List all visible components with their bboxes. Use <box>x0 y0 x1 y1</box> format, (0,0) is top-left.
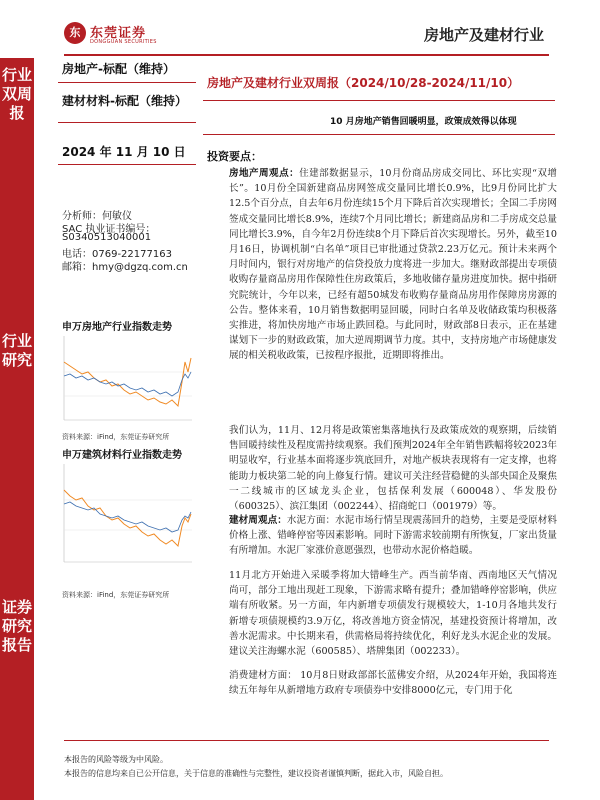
report-date: 2024 年 11 月 10 日 <box>62 145 186 159</box>
chart2-series-line <box>64 490 191 546</box>
report-subtitle: 10 月房地产销售回暖明显，政策成效得以体现 <box>330 117 517 127</box>
footer-disclaimer: 本报告的信息均来自已公开信息，关于信息的准确性与完整性，建议投资者谨慎判断，据此入市，风险自担。 <box>64 769 448 778</box>
section-heading-key-points: 投资要点： <box>207 150 262 163</box>
analyst-name: 分析师：何敏仪 <box>62 211 132 222</box>
paragraph-outlook: 我们认为，11月、12月将是政策密集落地执行及政策成效的观察期，后续销售回暖持续性及程度需持续观察。我们预判2024年全年销售跌幅将较2023年明显收窄，行业基本面将逐步筑底回升，对地产板块表现将有一定支撑，也将能助力板块第二轮的向上修复行情。建议可关注经营稳健的头部央国企及聚焦一二线城市的区域龙头企业，包括保利发展（600048）、华发股份（600325）、滨江集团（002244）、招商蛇口（001979）等。 <box>229 425 557 513</box>
footer-divider <box>64 740 549 741</box>
sidebar-label-industry-research: 行业研究 <box>1 332 32 369</box>
chart1-source: 资料来源：iFind，东莞证券研究所 <box>62 433 170 441</box>
date-divider <box>58 164 196 165</box>
paragraph-consumer-building: 消费建材方面： 10月8日财政部部长蓝佛安介绍，从2024年开始，我国将连续五年每年从新增地方政府专项债券中安排8000亿元，专门用于化 <box>229 670 557 697</box>
analyst-cert-label: SAC 执业证书编号： <box>62 224 156 235</box>
analyst-cert-number: S0340513040001 <box>62 232 152 243</box>
rating-divider-2 <box>58 122 196 123</box>
chart2-series-line-2 <box>64 502 191 532</box>
rating-building-materials: 建材材料-标配（维持） <box>62 94 187 108</box>
chart1-series-line <box>64 358 191 406</box>
report-title: 房地产及建材行业双周报（2024/10/28-2024/11/10） <box>207 76 520 90</box>
sidebar-label-report-type: 行业双周报 <box>1 66 32 122</box>
footer-risk-level: 本报告的风险等级为中风险。 <box>64 755 168 764</box>
paragraph-lead-real-estate: 房地产周观点： <box>229 168 300 179</box>
paragraph-lead-building: 建材周观点： <box>229 515 287 526</box>
paragraph-cement-outlook: 11月北方开始进入采暖季将加大错峰生产。西当前华南、西南地区天气情况尚可，部分工地出现赶工现象，下游需求略有提升；叠加错峰停窑影响，供应端有所收紧。另一方面，年内新增专项债发行规模较大，1-10月各地共发行新增专项债规模约3.9万亿，将改善地方资金情况，基建投资预计将增加，改善水泥需求。中长期来看，供需格局将持续优化，利好龙头水泥企业的发展。建议关注海螺水泥（600585）、塔牌集团（002233）。 <box>229 570 557 658</box>
chart-building-materials-index <box>60 460 196 570</box>
logo-mark: 东 <box>64 22 86 44</box>
sidebar-band <box>0 58 34 800</box>
paragraph-real-estate-view <box>229 166 557 364</box>
paragraph-building-text: 水泥方面：水泥市场行情呈现震荡回升的趋势，主要是受原材料价格上涨、错峰停窑等因素影响。同时下游需求较前期有所恢复，厂家出货量有所增加。水泥厂家涨价意愿强烈，也带动水泥价格趋暖。 <box>229 515 558 557</box>
subtitle-divider <box>203 134 555 135</box>
header-divider <box>64 54 549 56</box>
paragraph-real-estate-text: 住建部数据显示，10月份商品房成交同比、环比实现“双增长”。10月份全国新建商品房网签成交量同比增长0.9%，比9月份同比扩大12.5个百分点，自去年6月份连续15个月下降后首次实现增长；全国二手房网签成交量同比增长8.9%，连续7个月同比增长；新建商品房和二手房成交总量同比增长3.9%，自今年2月份连续8个月下降后首次实现增长。另外，截至10月16日，协调机制“白名单”项目已审批通过贷款2.23万亿元。预计未来两个月时间内，银行对房地产的信贷投放力度将进一步加大。继财政部提出专项债收购存量商品房用作保障性住房政策后，多地收储存量房进度加快。据中指研究院统计，今年以来，已经有超50城发布收购存量商品房用作保障房房源的公告。整体来看，10月销售数据明显回暖，同时白名单及收储政策均积极落实推进，将加快房地产市场止跌回稳。与此同时，财政部8日表示，正在基建谋划下一步的财政政策，加大逆周期调节力度。其中，支持房地产市场健康发展的相关税收政策，已按程序报批，近期即将推出。 <box>229 168 557 362</box>
rating-divider <box>58 82 196 83</box>
chart-real-estate-index <box>60 332 196 428</box>
analyst-phone: 电话：0769-22177163 <box>62 249 172 260</box>
chart2-source: 资料来源：iFind，东莞证券研究所 <box>62 591 170 599</box>
logo-english-name: DONGGUAN SECURITIES <box>90 39 157 45</box>
chart-title-real-estate: 申万房地产行业指数走势 <box>62 322 172 333</box>
rating-real-estate: 房地产-标配（维持） <box>62 62 175 76</box>
analyst-email[interactable]: 邮箱：hmy@dgzq.com.cn <box>62 262 188 273</box>
sidebar-label-securities-report: 证券研究报告 <box>1 598 32 654</box>
company-logo <box>64 22 184 50</box>
title-divider <box>203 100 555 101</box>
logo-chinese-name: 东莞证券 <box>90 26 147 41</box>
chart-title-building-materials: 申万建筑材料行业指数走势 <box>62 450 182 461</box>
paragraph-building-view <box>229 513 557 559</box>
header-industry-title: 房地产及建材行业 <box>423 26 544 44</box>
